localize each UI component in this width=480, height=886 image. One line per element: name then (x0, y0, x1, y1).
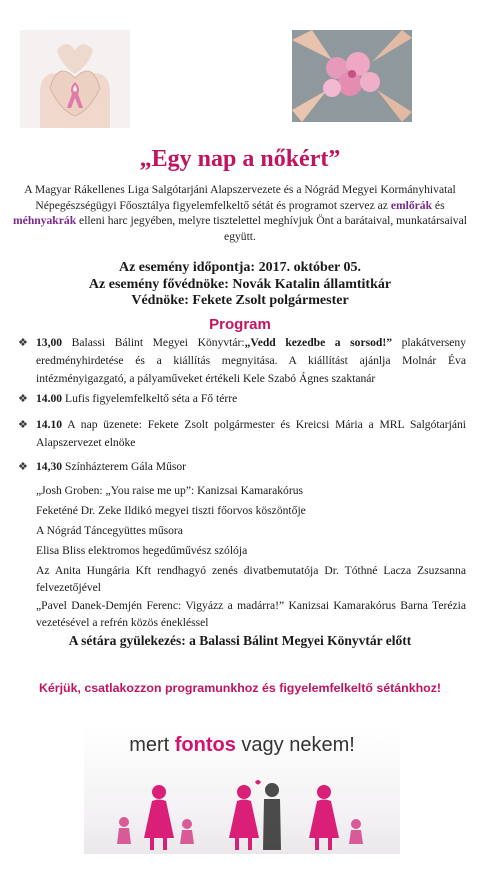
diamond-bullet-icon: ❖ (18, 337, 28, 349)
emlorak-highlight: emlőrák (390, 198, 433, 212)
event-patron: Az esemény fővédnöke: Novák Katalin államtitkár (88, 276, 392, 292)
program-desc: Balassi Bálint Megyei Könyvtár: (62, 336, 245, 349)
intro-text-2: és (432, 198, 445, 212)
program-desc-cont: plakátverseny eredményhirdetése és a kiállítás megnyitása. A kiállítást ajánlja Molnár Éva intézményigazgató, a pályaműveket értékeli Kele Szabó Ágnes szaktanár (36, 336, 466, 385)
program-item (18, 390, 466, 408)
gala-item: „Pavel Danek-Demjén Ferenc: Vigyázz a madárra!” Kanizsai Kamarakórus Barna Terézia vezetésével a refrén közös énekléssel (36, 599, 466, 629)
hands-flowers-photo (292, 30, 412, 122)
event-title: „Egy nap a nőkért” (139, 146, 341, 172)
family-silhouette-icon (84, 726, 400, 854)
diamond-bullet-icon: ❖ (18, 393, 28, 405)
gala-item: Elisa Bliss elektromos hegedűművész szólója (36, 544, 248, 557)
program-time: 13,00 (36, 336, 63, 349)
program-time: 14.00 (36, 392, 63, 405)
gala-item: A Nógrád Táncegyüttes műsora (36, 524, 183, 537)
slogan-bold: fontos (174, 734, 236, 756)
event-date: Az esemény időpontja: 2017. október 05. (118, 260, 361, 275)
program-desc: A nap üzenete: Fekete Zsolt polgármester és Kreicsi Mária a MRL Salgótarjáni Alapszervezet elnöke (36, 418, 466, 449)
intro-text-3: elleni harc jegyében, melyre tisztelettel meghívjuk Önt a barátaival, munkatársaival együtt. (76, 214, 467, 243)
program-time: 14,30 (36, 460, 63, 473)
event-sponsor: Védnöke: Fekete Zsolt polgármester (131, 293, 349, 308)
program-item (18, 458, 466, 476)
program-heading: Program (209, 316, 271, 333)
slogan-banner (84, 726, 400, 854)
intro-paragraph (8, 182, 472, 244)
program-item-text (18, 390, 466, 408)
mehnyakrak-highlight: méhnyakrák (13, 214, 77, 227)
gala-item: Feketéné Dr. Zeke Ildikó megyei tiszti főorvos köszöntője (36, 504, 306, 517)
event-info (0, 260, 480, 310)
program-quote: „Vedd kezedbe a sorsod!” (244, 336, 393, 349)
program-item-text (18, 334, 466, 388)
program-item-text (18, 458, 466, 476)
gathering-place: A sétára gyülekezés: a Balassi Bálint Megyei Könyvtár előtt (68, 633, 412, 648)
program-item (18, 334, 466, 388)
program-item-text (18, 416, 466, 452)
diamond-bullet-icon: ❖ (18, 461, 28, 473)
program-desc: Színházterem Gála Műsor (62, 460, 187, 473)
gala-item: „Josh Groben: „You raise me up”: Kanizsai Kamarakórus (36, 484, 304, 497)
gala-item: Az Anita Hungária Kft rendhagyó zenés divatbemutatója Dr. Tóthné Lacza Zsuzsanna felvezetőjével (36, 564, 466, 594)
call-to-action: Kérjük, csatlakozzon programunkhoz és figyelemfelkeltő sétánkhoz! (38, 681, 442, 695)
diamond-bullet-icon: ❖ (18, 419, 28, 431)
hands-heart-ribbon-photo (20, 30, 130, 128)
slogan-post: vagy nekem! (235, 734, 355, 756)
program-desc: Lufis figyelemfelkeltő séta a Fő térre (62, 392, 238, 405)
slogan-pre: mert (129, 734, 175, 756)
intro-text-1: A Magyar Rákellenes Liga Salgótarjáni Alapszervezete és a Nógrád Megyei Kormányhivatal Népegészségügyi Főosztálya figyelemfelkeltő sétát és programot szervez az (24, 183, 456, 212)
program-time: 14.10 (36, 418, 63, 431)
program-item (18, 416, 466, 452)
